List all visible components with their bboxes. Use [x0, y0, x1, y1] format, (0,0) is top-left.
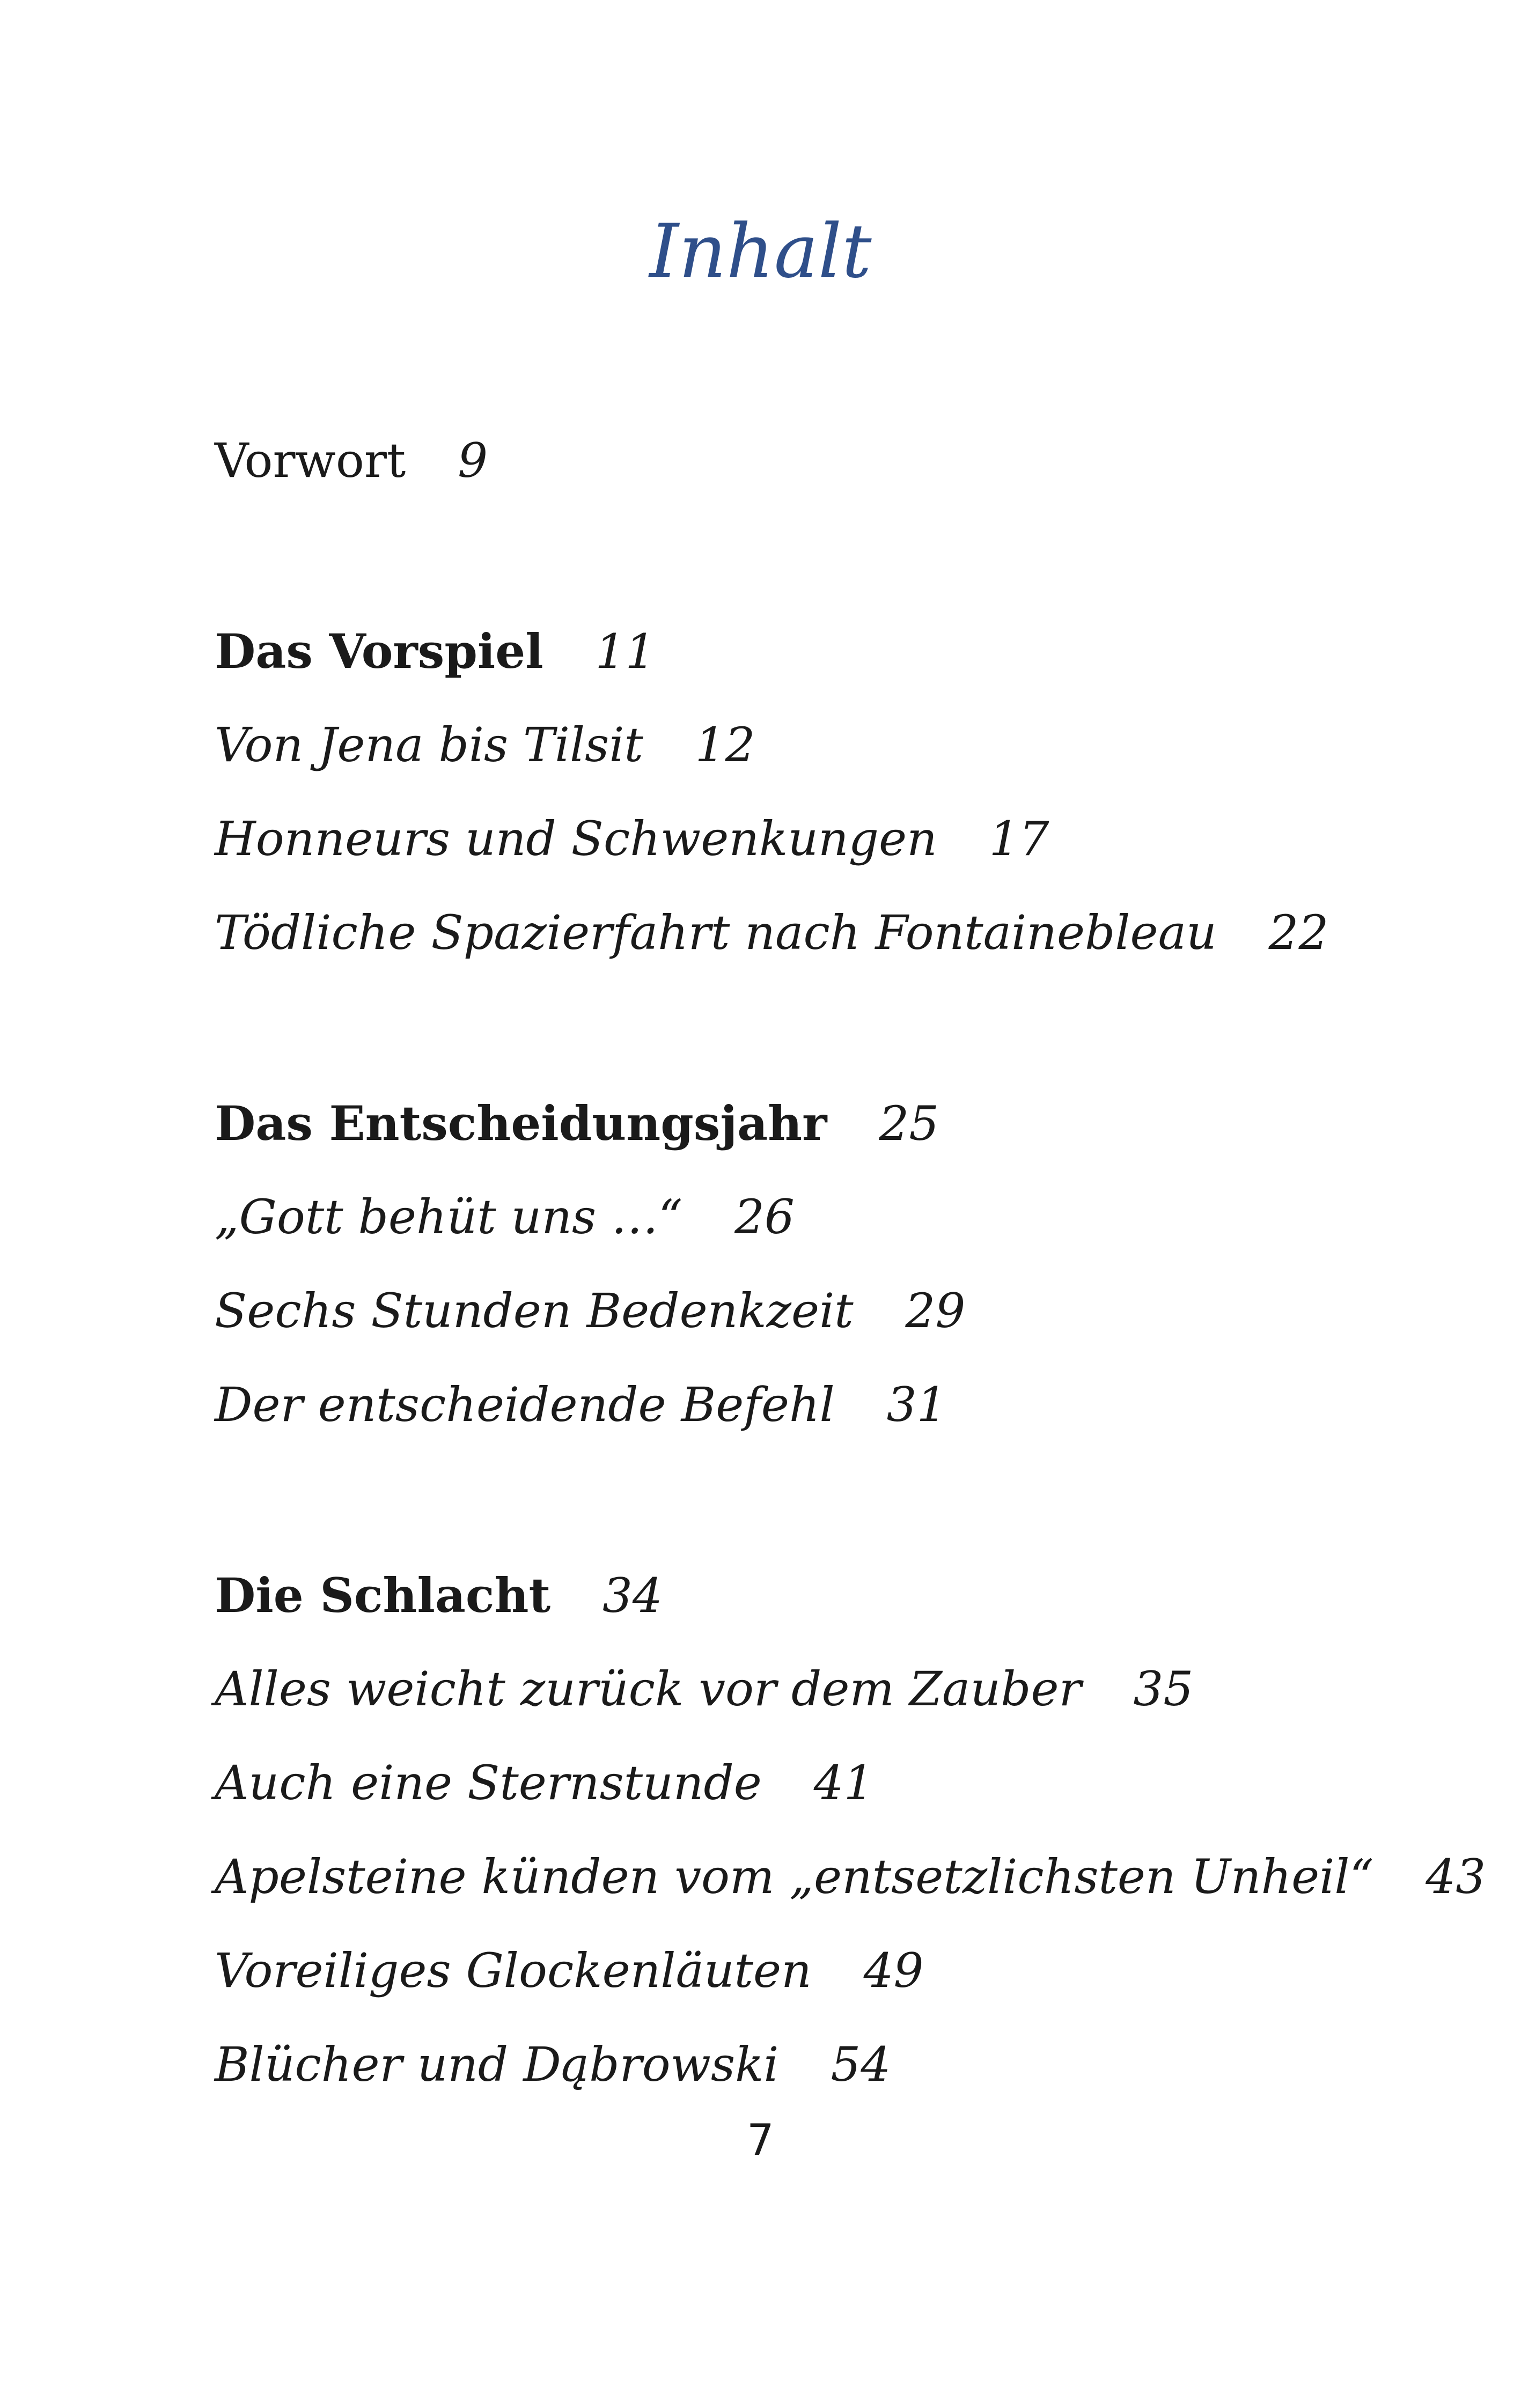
toc-chapter-title: Apelsteine künden vom „entsetzlichsten Unheil“: [215, 1849, 1374, 1904]
toc-part-page: 34: [602, 1568, 663, 1623]
toc-chapter-page: 43: [1426, 1849, 1486, 1904]
toc-part-page: 25: [879, 1096, 939, 1151]
toc-part-title: Das Vorspiel: [215, 623, 543, 679]
toc-chapter-page: 12: [695, 717, 755, 772]
toc-chapter-title: Sechs Stunden Bedenkzeit: [215, 1283, 854, 1338]
page-number: 7: [747, 2115, 774, 2165]
toc-part-vorspiel: [215, 623, 656, 679]
toc-part-title: Die Schlacht: [215, 1567, 551, 1623]
toc-part-page: 11: [595, 624, 656, 679]
toc-entry-page: 9: [458, 433, 488, 488]
toc-chapter-title: Der entscheidende Befehl: [215, 1377, 835, 1432]
toc-entry-vorwort: [215, 433, 488, 488]
toc-chapter-page: 22: [1268, 905, 1329, 960]
toc-chapter: [215, 1755, 874, 1810]
toc-chapter-title: Blücher und Dąbrowski: [215, 2037, 779, 2092]
toc-chapter: [215, 2037, 891, 2092]
toc-chapter: [215, 1283, 966, 1338]
toc-chapter-page: 31: [886, 1377, 947, 1432]
toc-chapter-page: 41: [813, 1755, 874, 1810]
toc-chapter: [215, 905, 1329, 960]
toc-chapter: [215, 1377, 947, 1432]
toc-part-entscheidungsjahr: [215, 1095, 939, 1151]
toc-chapter-title: Von Jena bis Tilsit: [215, 717, 643, 772]
toc-chapter: [215, 717, 755, 772]
toc-chapter-page: 26: [734, 1189, 795, 1244]
toc-chapter-title: Auch eine Sternstunde: [215, 1755, 762, 1810]
toc-chapter-page: 54: [831, 2037, 891, 2092]
toc-chapter-title: Tödliche Spazierfahrt nach Fontainebleau: [215, 905, 1217, 960]
toc-chapter-title: „Gott behüt uns …“: [215, 1189, 683, 1244]
toc-chapter-page: 35: [1133, 1661, 1194, 1717]
toc-chapter-page: 29: [905, 1283, 966, 1338]
toc-chapter-title: Voreiliges Glockenläuten: [215, 1943, 812, 1998]
toc-chapter: [215, 1943, 924, 1998]
toc-chapter-title: Alles weicht zurück vor dem Zauber: [215, 1661, 1082, 1717]
toc-chapter: [215, 1189, 795, 1244]
toc-chapter-title: Honneurs und Schwenkungen: [215, 811, 937, 866]
page-title: Inhalt: [649, 208, 872, 294]
toc-part-schlacht: [215, 1567, 663, 1623]
toc-chapter-page: 17: [989, 811, 1049, 866]
toc-chapter: [215, 1849, 1486, 1904]
toc-chapter: [215, 811, 1049, 866]
toc-entry-title: Vorwort: [215, 433, 406, 488]
toc-chapter: [215, 1661, 1194, 1717]
toc-part-title: Das Entscheidungsjahr: [215, 1095, 827, 1151]
toc-chapter-page: 49: [863, 1943, 924, 1998]
